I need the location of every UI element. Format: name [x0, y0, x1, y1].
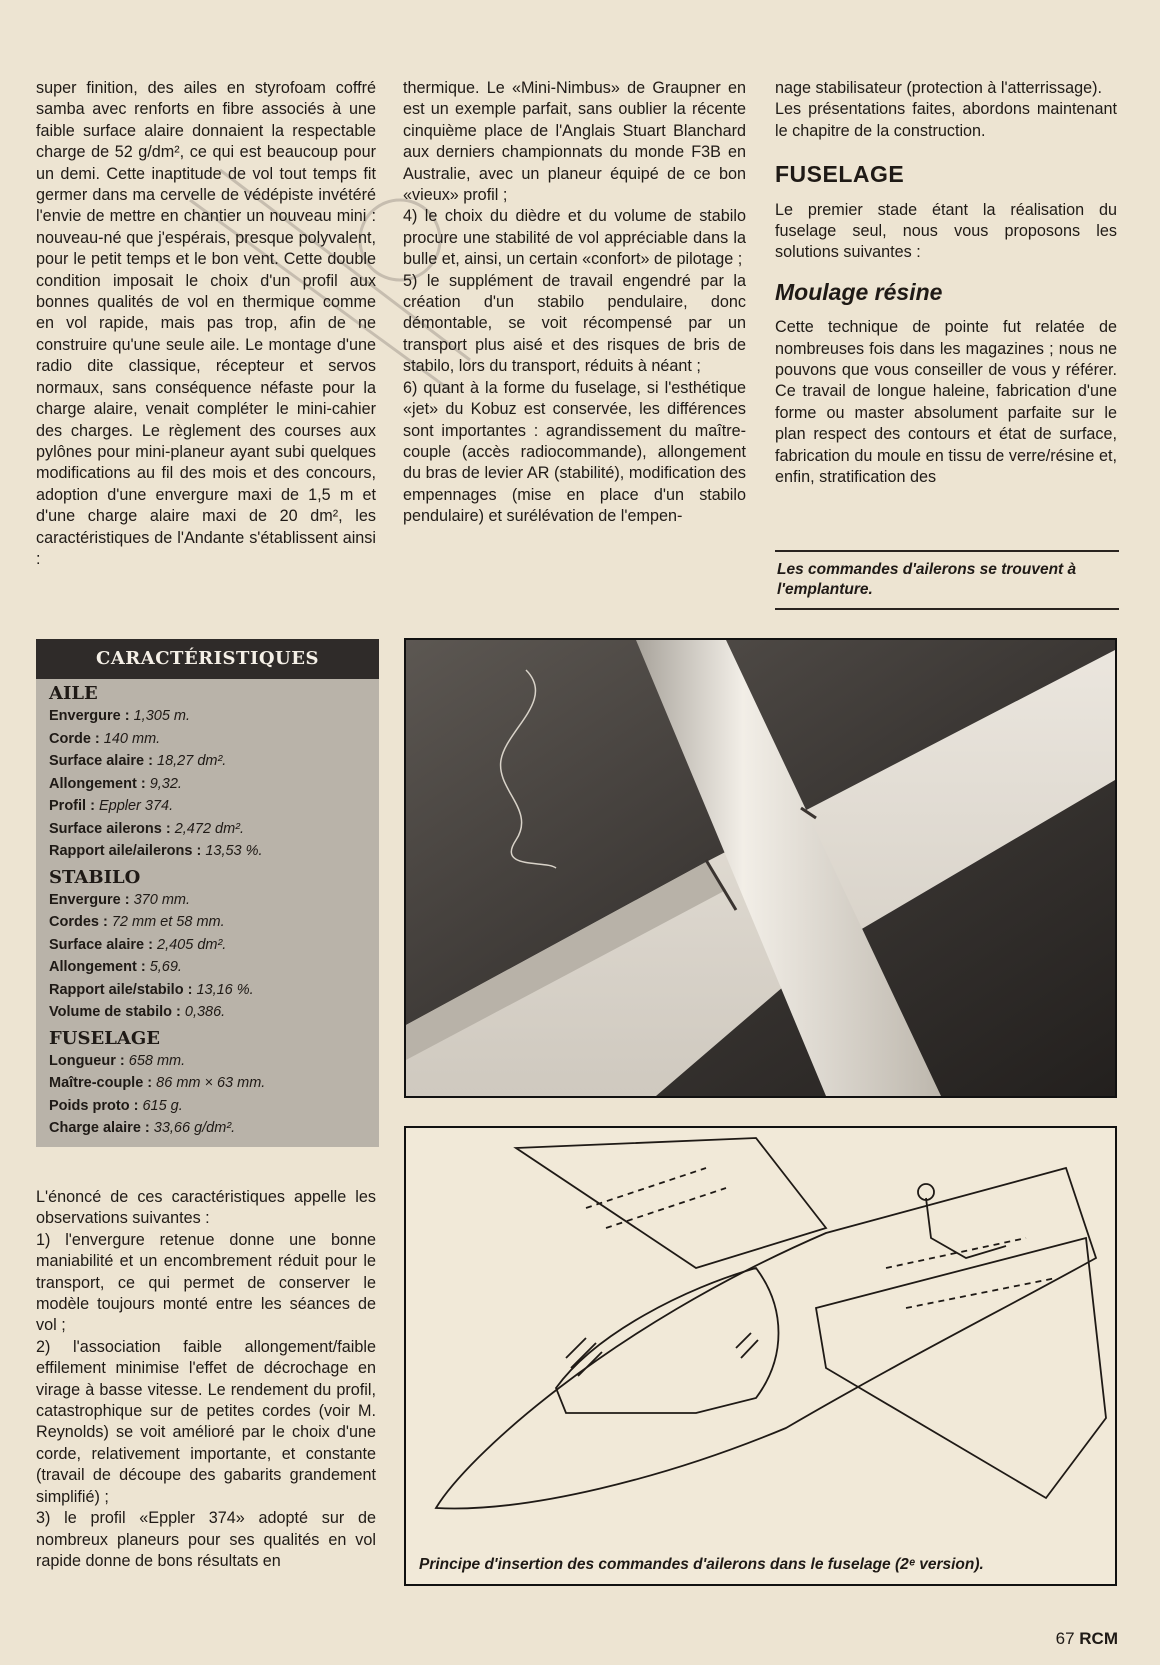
spec-line: [49, 934, 379, 957]
page-folio: [1056, 1629, 1118, 1649]
spec-group-title: STABILO: [49, 866, 141, 888]
spec-line: [49, 750, 379, 773]
spec-group-title: AILE: [49, 683, 98, 704]
spec-value: 658 mm.: [128, 1052, 186, 1069]
paragraph: 6) quant à la forme du fuselage, si l'esthétique «jet» du Kobuz est conservée, les différences sont importantes : agrandissement du maître-couple (accès radiocommande), allongement du bras de levier AR (stabilité), modification des empennages (mise en place d'un stabilo pendulaire) et surélévation de l'empen-: [403, 378, 746, 526]
spec-key: Volume de stabilo :: [49, 1004, 185, 1020]
column-2: [403, 78, 746, 528]
wing-root-photo: [404, 638, 1117, 1098]
paragraph: 3) le profil «Eppler 374» adopté sur de nombreux planeurs pour ses qualités en vol rapide donne de bons résultats en: [36, 1509, 376, 1570]
aileron-linkage-diagram: [404, 1126, 1117, 1586]
spec-value: 86 mm × 63 mm.: [156, 1075, 266, 1091]
section-heading-fuselage: FUSELAGE: [775, 161, 905, 188]
paragraph: 4) le choix du dièdre et du volume de stabilo procure une stabilité de vol appréciable dans la bulle et, ainsi, un certain «confort» de pilotage ;: [403, 207, 746, 269]
spec-line: [49, 1050, 379, 1073]
paragraph: Les présentations faites, abordons maintenant le chapitre de la construction.: [775, 100, 1117, 140]
spec-value: 72 mm et 58 mm.: [111, 914, 225, 930]
spec-value: 2,472 dm².: [174, 820, 245, 837]
spec-line: [49, 840, 379, 863]
spec-line: [49, 795, 379, 818]
spec-line: [49, 1072, 379, 1095]
spec-key: Surface alaire :: [49, 753, 157, 769]
spec-value: 2,405 dm².: [157, 936, 227, 953]
paragraph: L'énoncé de ces caractéristiques appelle les observations suivantes :: [36, 1188, 376, 1228]
spec-key: Maître-couple :: [49, 1075, 157, 1091]
spec-line: [49, 956, 379, 979]
spec-key: Allongement :: [49, 959, 150, 975]
spec-line: [49, 818, 379, 841]
paragraph: 5) le supplément de travail engendré par la création d'un stabilo pendulaire, donc démontable, se voit récompensé par un transport plus aisé et des risques de bris de stabilo, lors du transport, réduits à néant ;: [403, 271, 746, 376]
spec-line: [49, 1001, 379, 1024]
spec-line: [49, 1117, 379, 1140]
diagram-caption: Principe d'insertion des commandes d'ailerons dans le fuselage (2ᵉ version).: [419, 1556, 984, 1573]
spec-value: 5,69.: [149, 959, 182, 975]
paragraph: thermique. Le «Mini-Nimbus» de Graupner en est un exemple parfait, sans oublier la récente cinquième place de l'Anglais Stuart Blanchard aux derniers championnats du monde F3B en Australie, avec un planeur équipé de ce bon «vieux» profil ;: [403, 79, 746, 205]
spec-key: Surface alaire :: [49, 936, 157, 953]
spec-line: [49, 728, 379, 751]
spec-line: [49, 911, 379, 934]
column-3: [775, 78, 1117, 489]
spec-key: Corde :: [49, 730, 104, 747]
spec-value: 9,32.: [149, 775, 182, 792]
spec-group-stabilo: [36, 867, 379, 1024]
spec-key: Rapport aile/stabilo :: [49, 981, 197, 998]
photo-caption: Les commandes d'ailerons se trouvent à l'emplanture.: [775, 550, 1119, 610]
spec-line: [49, 979, 379, 1002]
specifications-header: CARACTÉRISTIQUES: [36, 639, 379, 679]
spec-group-aile: [36, 683, 379, 863]
diagram-illustration: [406, 1128, 1115, 1548]
paragraph: Cette technique de pointe fut relatée de nombreuses fois dans les magazines ; nous ne pouvons que vous conseiller de vous y référer. Ce travail de longue haleine, fabrication d'une forme ou master absolument parfaite sur le plan respect des contours et état de surface, fabrication du moule en tissu de verre/résine et, enfin, stratification des: [775, 318, 1117, 487]
spec-group-fuselage: [36, 1028, 379, 1140]
spec-line: [49, 705, 379, 728]
spec-key: Charge alaire :: [49, 1120, 154, 1136]
spec-value: 0,386.: [184, 1004, 226, 1020]
photo-illustration: [406, 640, 1115, 1096]
paragraph: Le premier stade étant la réalisation du fuselage seul, nous vous proposons les solutions suivantes :: [775, 200, 1117, 262]
magazine-name: RCM: [1079, 1629, 1118, 1648]
paragraph: super finition, des ailes en styrofoam coffré samba avec renforts en fibre associés à une faible surface alaire donnaient la respectable charge de 52 g/dm², ce qui est beaucoup pour un demi. Cette inaptitude de vol tout temps fit germer dans ma cervelle de védépiste invétéré l'envie de mettre en chantier un nouveau mini : nouveau-né que j'espérais, presque polyvalent, pour le petit temps et le bon vent. Cette double condition imposait le choix d'un profil aux bonnes qualités de vol en thermique comme en vol rapide, mais pas trop, afin de ne construire qu'une seule aile. Le montage d'une radio dite classique, récepteur et servos normaux, sans conséquence néfaste pour la charge alaire, venait compléter le mini-cahier des charges. Le règlement des courses aux pylônes pour mini-planeur ayant subi quelques modifications au fil des mois et des concours, adoption d'une envergure maxi de 1,5 m et d'une charge alaire maxi de 20 dm², les caractéristiques de l'Andante s'établissent ainsi :: [36, 79, 376, 568]
spec-value: 18,27 dm².: [157, 753, 227, 769]
spec-value: 33,66 g/dm².: [153, 1120, 236, 1136]
paragraph: 2) l'association faible allongement/faible effilement minimise l'effet de décrochage en virage à basse vitesse. Le rendement du profil, catastrophique sur de petites cordes (voir M. Reynolds) se voit amélioré par le choix d'une corde, relativement importante, et constante (travail de découpe des gabarits grandement simplifié) ;: [36, 1337, 376, 1506]
spec-key: Profil :: [49, 798, 99, 814]
page-number: 67: [1055, 1629, 1075, 1648]
spec-value: 370 mm.: [133, 891, 191, 908]
spec-group-title: FUSELAGE: [49, 1027, 160, 1049]
spec-key: Longueur :: [49, 1052, 129, 1069]
spec-value: 13,53 %.: [205, 843, 263, 859]
spec-value: 13,16 %.: [196, 981, 254, 998]
spec-line: [49, 773, 379, 796]
spec-line: [49, 889, 379, 912]
spec-line: [49, 1095, 379, 1118]
spec-key: Cordes :: [49, 914, 112, 930]
paragraph: nage stabilisateur (protection à l'atterrissage).: [775, 79, 1103, 97]
spec-key: Surface ailerons :: [49, 820, 175, 837]
column-1-top: [36, 78, 376, 570]
spec-value: 1,305 m.: [133, 708, 191, 724]
spec-value: 615 g.: [142, 1097, 183, 1114]
spec-key: Poids proto :: [49, 1097, 143, 1114]
spec-key: Envergure :: [49, 891, 134, 908]
spec-value: Eppler 374.: [98, 798, 174, 814]
section-heading-moulage: Moulage résine: [775, 278, 943, 305]
spec-key: Rapport aile/ailerons :: [49, 843, 206, 859]
specifications-box: [36, 639, 379, 1147]
column-1-bottom: [36, 1187, 376, 1572]
spec-key: Allongement :: [49, 775, 150, 792]
spec-value: 140 mm.: [103, 730, 161, 747]
paragraph: 1) l'envergure retenue donne une bonne maniabilité et un encombrement réduit pour le transport, ce qui permet de conserver le modèle toujours monté entre les séances de vol ;: [36, 1230, 376, 1335]
spec-key: Envergure :: [49, 708, 134, 724]
